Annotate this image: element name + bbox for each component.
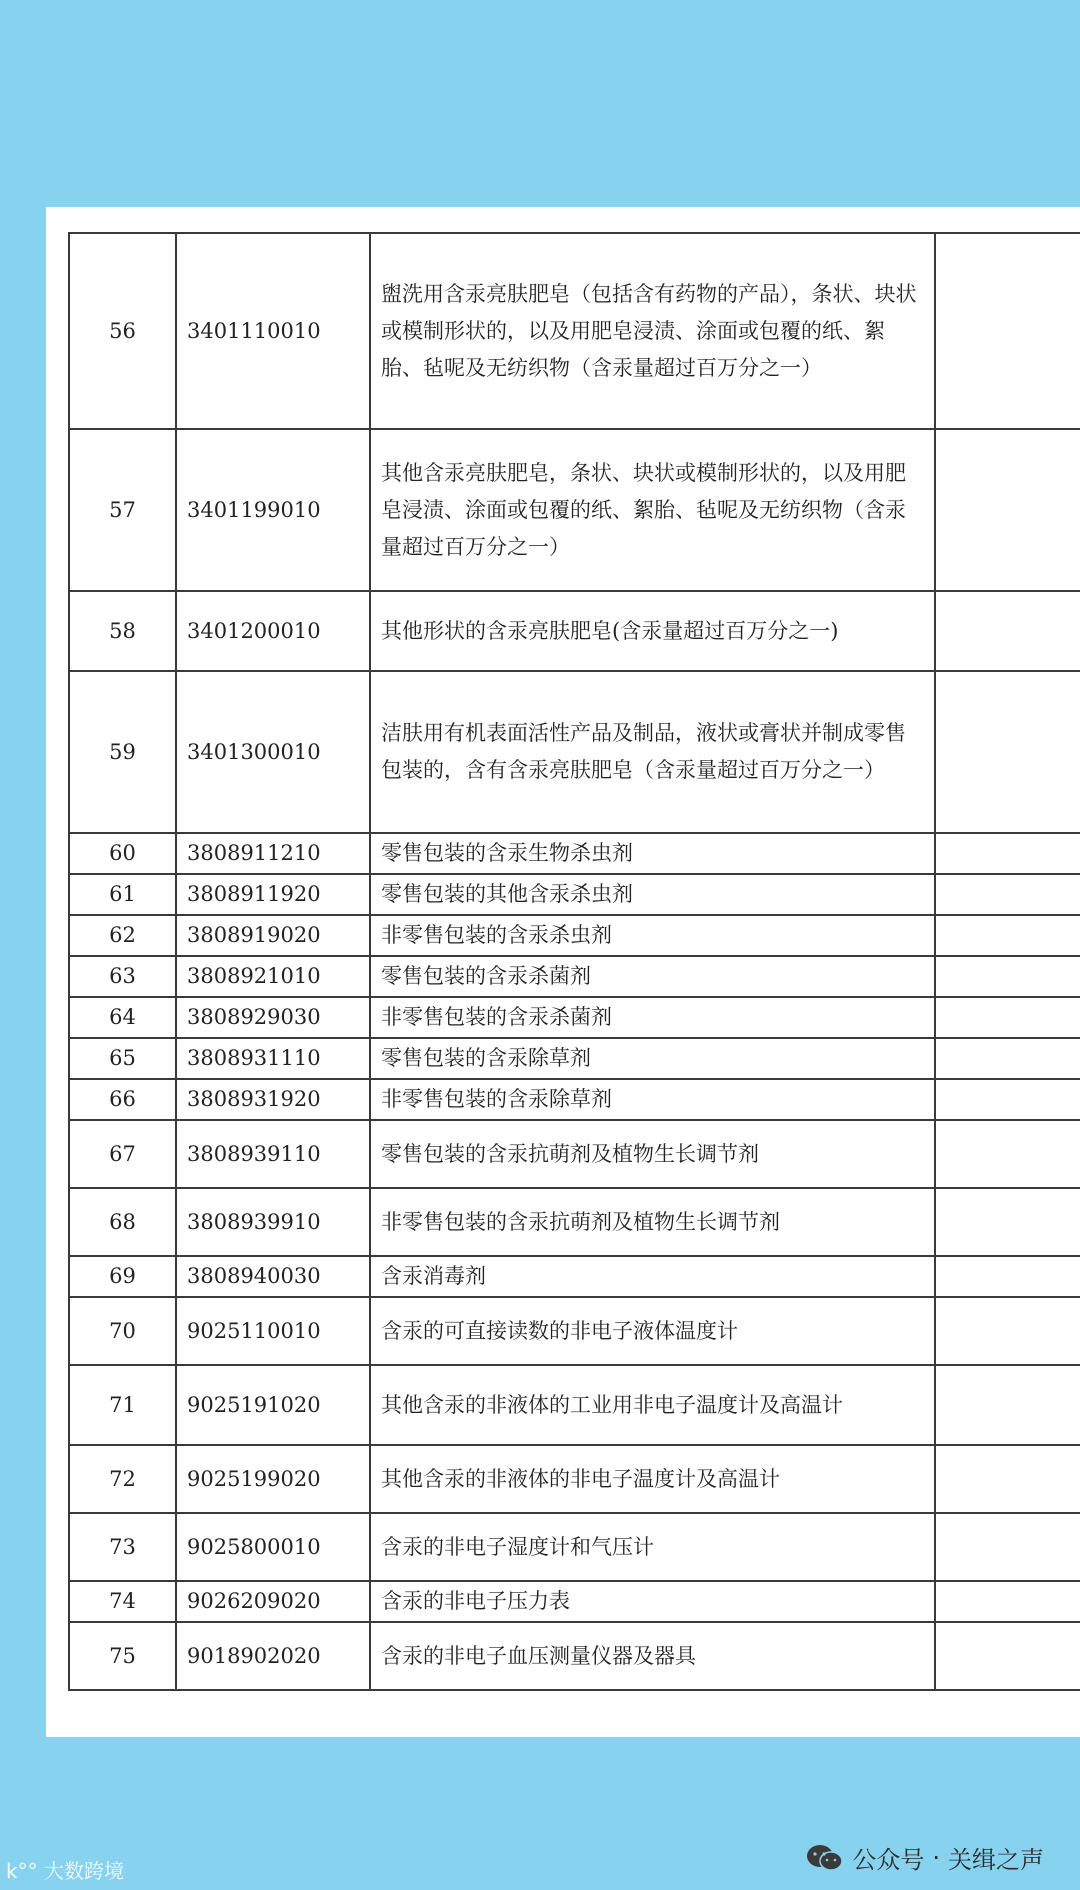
- empty-cell: [935, 997, 1080, 1038]
- table-row: [69, 1079, 1080, 1120]
- table-row: [69, 1188, 1080, 1256]
- hs-code-cell: 3808931110: [176, 1038, 370, 1079]
- row-number-cell: 73: [69, 1513, 176, 1581]
- row-number-cell: 64: [69, 997, 176, 1038]
- table-row: [69, 1120, 1080, 1188]
- empty-cell: [935, 591, 1080, 671]
- table-row: [69, 1445, 1080, 1513]
- empty-cell: [935, 429, 1080, 591]
- watermark-text: 大数跨境: [43, 1859, 124, 1883]
- empty-cell: [935, 1622, 1080, 1690]
- empty-cell: [935, 1079, 1080, 1120]
- table-row: [69, 591, 1080, 671]
- watermark-left: [6, 1855, 124, 1884]
- row-number-cell: 59: [69, 671, 176, 833]
- table-row: [69, 429, 1080, 591]
- hs-code-cell: 3808911210: [176, 833, 370, 874]
- wechat-account-tag: [806, 1840, 1044, 1875]
- product-name-cell: 零售包装的含汞除草剂: [370, 1038, 935, 1079]
- account-prefix: 公众号: [852, 1846, 925, 1874]
- table-row: [69, 1622, 1080, 1690]
- table-row: [69, 1256, 1080, 1297]
- table-row: [69, 671, 1080, 833]
- hs-code-cell: 3401300010: [176, 671, 370, 833]
- empty-cell: [935, 1513, 1080, 1581]
- empty-cell: [935, 1120, 1080, 1188]
- row-number-cell: 56: [69, 233, 176, 429]
- product-name-cell: 非零售包装的含汞杀菌剂: [370, 997, 935, 1038]
- hs-code-cell: 3808911920: [176, 874, 370, 915]
- hs-code-cell: 9025800010: [176, 1513, 370, 1581]
- row-number-cell: 72: [69, 1445, 176, 1513]
- product-name-cell: 其他含汞的非液体的非电子温度计及高温计: [370, 1445, 935, 1513]
- row-number-cell: 58: [69, 591, 176, 671]
- hs-code-cell: 3401199010: [176, 429, 370, 591]
- table-row: [69, 833, 1080, 874]
- product-name-cell: 含汞消毒剂: [370, 1256, 935, 1297]
- separator-dot: ·: [932, 1843, 940, 1872]
- hs-code-cell: 9025110010: [176, 1297, 370, 1365]
- table-row: [69, 1581, 1080, 1622]
- product-name-cell: 非零售包装的含汞除草剂: [370, 1079, 935, 1120]
- empty-cell: [935, 1256, 1080, 1297]
- hs-code-cell: 3808929030: [176, 997, 370, 1038]
- product-name-cell: 含汞的非电子血压测量仪器及器具: [370, 1622, 935, 1690]
- product-name-cell: 非零售包装的含汞杀虫剂: [370, 915, 935, 956]
- table-row: [69, 1513, 1080, 1581]
- table-row: [69, 1365, 1080, 1445]
- row-number-cell: 74: [69, 1581, 176, 1622]
- row-number-cell: 57: [69, 429, 176, 591]
- row-number-cell: 68: [69, 1188, 176, 1256]
- hs-code-cell: 3808939910: [176, 1188, 370, 1256]
- hs-code-cell: 9025199020: [176, 1445, 370, 1513]
- mercury-products-table: [68, 232, 1080, 1691]
- product-name-cell: 零售包装的含汞生物杀虫剂: [370, 833, 935, 874]
- table-row: [69, 233, 1080, 429]
- row-number-cell: 66: [69, 1079, 176, 1120]
- row-number-cell: 65: [69, 1038, 176, 1079]
- product-name-cell: 非零售包装的含汞抗萌剂及植物生长调节剂: [370, 1188, 935, 1256]
- product-name-cell: 盥洗用含汞亮肤肥皂（包括含有药物的产品），条状、块状或模制形状的，以及用肥皂浸渍、涂面或包覆的纸、絮胎、毡呢及无纺织物（含汞量超过百万分之一）: [370, 233, 935, 429]
- wechat-icon: [806, 1843, 844, 1873]
- table-row: [69, 874, 1080, 915]
- product-name-cell: 零售包装的其他含汞杀虫剂: [370, 874, 935, 915]
- product-name-cell: 含汞的可直接读数的非电子液体温度计: [370, 1297, 935, 1365]
- row-number-cell: 70: [69, 1297, 176, 1365]
- product-name-cell: 洁肤用有机表面活性产品及制品，液状或膏状并制成零售包装的，含有含汞亮肤肥皂（含汞量超过百万分之一）: [370, 671, 935, 833]
- empty-cell: [935, 1188, 1080, 1256]
- product-name-cell: 含汞的非电子湿度计和气压计: [370, 1513, 935, 1581]
- row-number-cell: 61: [69, 874, 176, 915]
- empty-cell: [935, 1038, 1080, 1079]
- empty-cell: [935, 874, 1080, 915]
- empty-cell: [935, 1297, 1080, 1365]
- row-number-cell: 63: [69, 956, 176, 997]
- hs-code-cell: 9026209020: [176, 1581, 370, 1622]
- hs-code-cell: 3808939110: [176, 1120, 370, 1188]
- hs-code-cell: 3808921010: [176, 956, 370, 997]
- empty-cell: [935, 1581, 1080, 1622]
- empty-cell: [935, 1445, 1080, 1513]
- row-number-cell: 69: [69, 1256, 176, 1297]
- hs-code-cell: 9025191020: [176, 1365, 370, 1445]
- empty-cell: [935, 1365, 1080, 1445]
- row-number-cell: 62: [69, 915, 176, 956]
- row-number-cell: 60: [69, 833, 176, 874]
- product-name-cell: 其他含汞的非液体的工业用非电子温度计及高温计: [370, 1365, 935, 1445]
- table-row: [69, 915, 1080, 956]
- hs-code-cell: 3808940030: [176, 1256, 370, 1297]
- row-number-cell: 75: [69, 1622, 176, 1690]
- hs-code-cell: 3808931920: [176, 1079, 370, 1120]
- empty-cell: [935, 833, 1080, 874]
- hs-code-cell: 9018902020: [176, 1622, 370, 1690]
- product-name-cell: 含汞的非电子压力表: [370, 1581, 935, 1622]
- hs-code-cell: 3808919020: [176, 915, 370, 956]
- empty-cell: [935, 671, 1080, 833]
- row-number-cell: 71: [69, 1365, 176, 1445]
- product-name-cell: 零售包装的含汞抗萌剂及植物生长调节剂: [370, 1120, 935, 1188]
- hs-code-cell: 3401200010: [176, 591, 370, 671]
- table-body: [69, 233, 1080, 1690]
- product-name-cell: 零售包装的含汞杀菌剂: [370, 956, 935, 997]
- table-row: [69, 1038, 1080, 1079]
- hs-code-cell: 3401110010: [176, 233, 370, 429]
- account-name: 关缉之声: [948, 1846, 1044, 1874]
- empty-cell: [935, 956, 1080, 997]
- table-row: [69, 1297, 1080, 1365]
- empty-cell: [935, 233, 1080, 429]
- product-name-cell: 其他形状的含汞亮肤肥皂(含汞量超过百万分之一): [370, 591, 935, 671]
- product-name-cell: 其他含汞亮肤肥皂，条状、块状或模制形状的，以及用肥皂浸渍、涂面或包覆的纸、絮胎、毡呢及无纺织物（含汞量超过百万分之一）: [370, 429, 935, 591]
- watermark-logo-icon: k°°: [6, 1859, 38, 1883]
- row-number-cell: 67: [69, 1120, 176, 1188]
- table-row: [69, 956, 1080, 997]
- empty-cell: [935, 915, 1080, 956]
- table-row: [69, 997, 1080, 1038]
